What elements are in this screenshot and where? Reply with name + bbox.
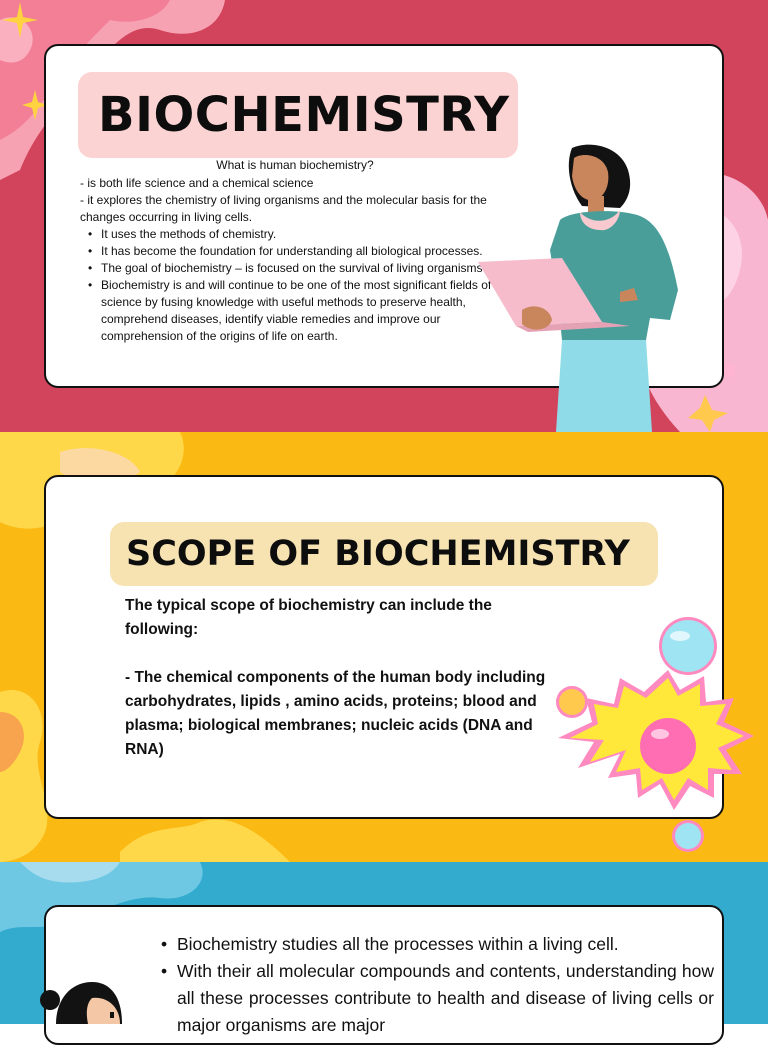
page-title (78, 72, 518, 158)
list-item: • It has become the foundation for understanding all biological processes. (80, 243, 512, 260)
cell-processes-list (160, 931, 714, 1039)
scope-item: - The chemical components of the human body including carbohydrates, lipids , amino acids, proteins; blood and plasma; biological membranes; nucleic acids (DNA and RNA) (125, 669, 546, 758)
definition-line: - is both life science and a chemical science (80, 176, 314, 190)
sun-blob-decoration (548, 618, 760, 854)
title-text: BIOCHEMISTRY (98, 87, 510, 143)
list-item: • Biochemistry is and will continue to be one of the most significant fields of science by fusing knowledge with useful methods to preserve health, comprehend diseases, identify viable remedies and improve our comprehension of the origins of life on earth. (80, 277, 512, 345)
biochemistry-bullet-list (80, 226, 512, 345)
sparkle-icon (2, 2, 38, 38)
woman-with-laptop-illustration (470, 140, 690, 432)
list-item: • The goal of biochemistry – is focused on the survival of living organisms (80, 260, 512, 277)
definition-line: - it explores the chemistry of living organisms and the molecular basis for the changes occurring in living cells. (80, 193, 487, 224)
girl-illustration (36, 978, 126, 1024)
list-item: • With their all molecular compounds and contents, understanding how all these processes contribute to health and disease of living cells or major organisms are major (160, 958, 714, 1039)
scope-intro: The typical scope of biochemistry can include the following: (125, 597, 492, 638)
scope-body (125, 594, 561, 762)
blob-decoration (120, 812, 290, 862)
definition-lines (80, 175, 510, 226)
section-title (110, 522, 658, 586)
question-heading: What is human biochemistry? (216, 158, 374, 172)
list-item: • It uses the methods of chemistry. (80, 226, 512, 243)
title-text: SCOPE OF BIOCHEMISTRY (126, 534, 630, 574)
list-item: • Biochemistry studies all the processes within a living cell. (160, 931, 714, 958)
